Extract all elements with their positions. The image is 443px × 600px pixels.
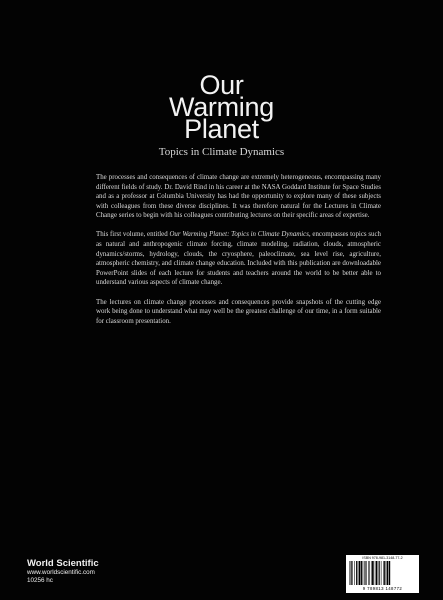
publisher-name: World Scientific bbox=[27, 558, 99, 569]
barcode-bars-icon bbox=[349, 561, 416, 585]
barcode-digits: 9 789813 148772 bbox=[362, 586, 403, 591]
isbn-label: ISBN 978-981-3148-77-2 bbox=[362, 556, 403, 560]
back-cover-blurb bbox=[96, 173, 381, 336]
blurb-paragraph-1: The processes and consequences of climate change are extremely heterogeneous, encompassing many different fields of study. Dr. David Rind in his career at the NASA Goddard Institute for Space Studies and as a professor at Columbia University has had the opportunity to explore many of these subjects with colleagues from these diverse disciplines. It was therefore natural for the Lectures in Climate Change series to begin with his colleagues contributing lectures on their specific areas of expertise. bbox=[96, 174, 381, 220]
blurb-paragraph-2 bbox=[96, 230, 381, 288]
blurb-p2-rest: , encompasses topics such as natural and anthropogenic climate forcing, climate modeling, radiation, clouds, atmospheric dynamics/storms, hydrology, clouds, the cryosphere, paleoclimate, sea level rise, agriculture, atmospheric chemistry, and climate change education. Included with this publication are downloadable PowerPoint slides of each lecture for students and teachers around the world to be better able to understand various aspects of climate change. bbox=[96, 231, 381, 287]
blurb-paragraph-3: The lectures on climate change processes and consequences provide snapshots of the cutting edge work being done to understand what may well be the greatest challenge of our time, in a form suitable for classroom presentation. bbox=[96, 298, 381, 325]
publisher-block bbox=[27, 558, 99, 585]
blurb-p2-lead: This first volume, entitled bbox=[96, 231, 170, 239]
book-subtitle: Topics in Climate Dynamics bbox=[158, 146, 285, 158]
blurb-p2-book-title: Our Warming Planet: Topics in Climate Dynamics bbox=[169, 231, 309, 239]
cover-title-block bbox=[0, 70, 443, 158]
book-title-line-2: Warming bbox=[169, 92, 274, 122]
book-title-line-1: Our bbox=[199, 70, 244, 100]
book-title-line-3: Planet bbox=[184, 114, 259, 144]
isbn-barcode bbox=[346, 555, 419, 593]
catalog-code: 10256 hc bbox=[27, 577, 53, 584]
publisher-url[interactable]: www.worldscientific.com bbox=[27, 569, 95, 576]
